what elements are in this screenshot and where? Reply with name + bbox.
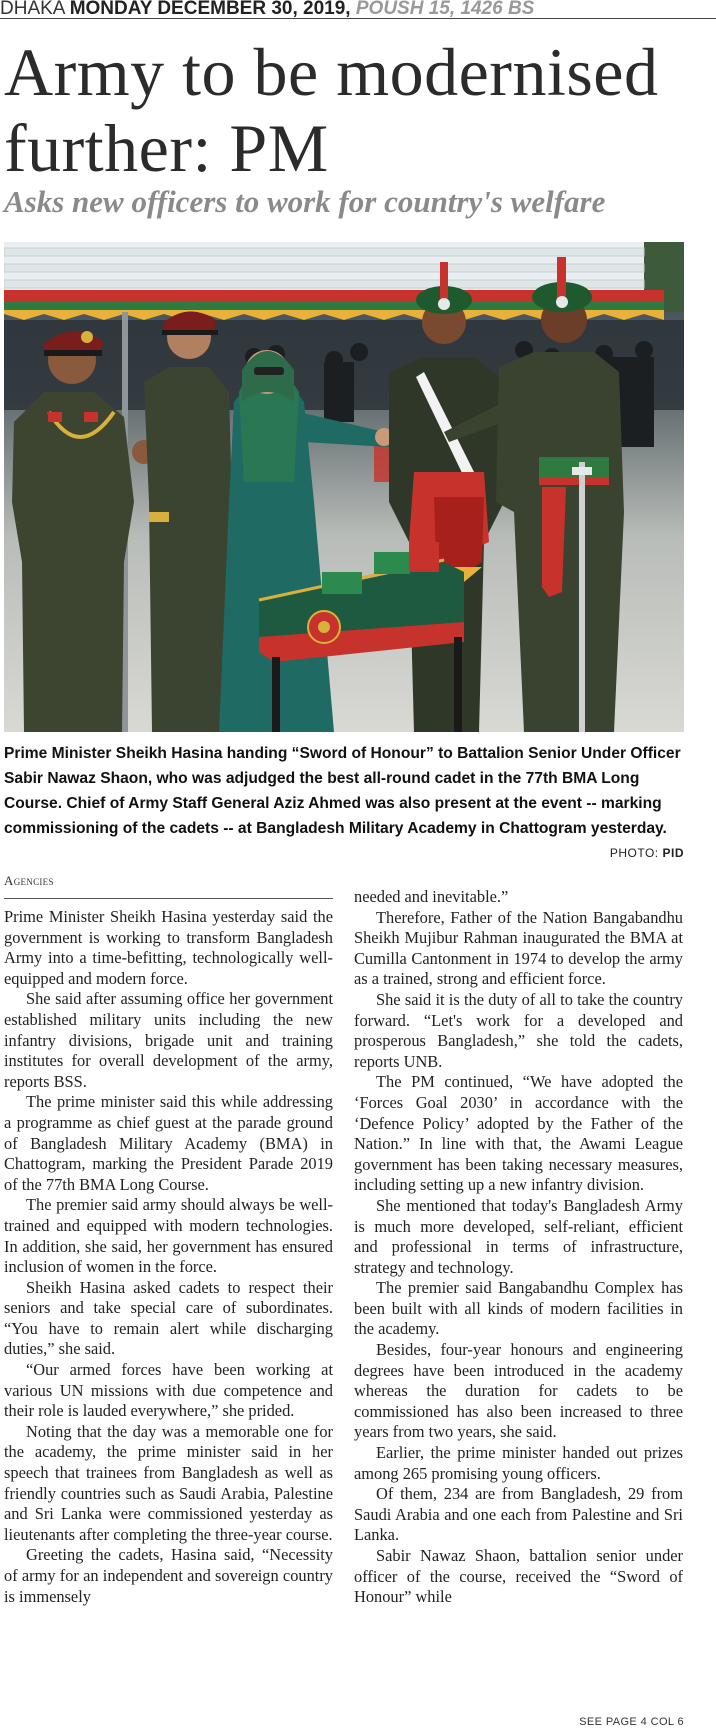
photo-credit-source: PID (662, 846, 684, 860)
photo-credit (610, 846, 684, 860)
byline-divider (4, 898, 333, 899)
paragraph: Noting that the day was a memorable one for the academy, the prime minister said in her speech that trainees from Bangladesh as well as friendly countries such as Saudi Arabia, Palestine and Sri Lanka were commissioned yesterday as lieutenants after completing the three-year course. (4, 1421, 333, 1544)
paragraph: Sabir Nawaz Shaon, battalion senior under officer of the course, received the “Sword of Honour” while (354, 1546, 683, 1607)
paragraph: She mentioned that today's Bangladesh Army is much more developed, self-reliant, efficient and professional in terms of infrastructure, strategy and technology. (354, 1195, 683, 1277)
paragraph: needed and inevitable.” (354, 887, 509, 906)
paragraph: The prime minister said this while addressing a programme as chief guest at the parade ground of Bangladesh Military Academy (BMA) in Chattogram, marking the President Parade 2019 of the 77th BMA Long Course. (4, 1092, 333, 1194)
paragraph: Earlier, the prime minister handed out prizes among 265 promising young officers. (354, 1443, 683, 1483)
continuation-jump-line: SEE PAGE 4 COL 6 (579, 1716, 684, 1728)
paragraph: Besides, four-year honours and engineering degrees have been introduced in the academy whereas the duration for cadets to be commissioned has also been increased to three years from two years, she said. (354, 1340, 683, 1442)
paragraph: She said it is the duty of all to take the country forward. “Let's work for a developed and prosperous Bangladesh,” she told the cadets, reports UNB. (354, 989, 683, 1071)
dateline-date: MONDAY DECEMBER 30, 2019, (69, 0, 351, 19)
body-column-left (4, 907, 333, 1726)
paragraph: “Our armed forces have been working at various UN missions with due competence and their role is lauded everywhere,” she prided. (4, 1360, 333, 1421)
paragraph: The premier said army should always be well-trained and equipped with modern technologies. In addition, she said, her government has ensured inclusion of women in the force. (4, 1195, 333, 1277)
paragraph: The PM continued, “We have adopted the ‘Forces Goal 2030’ in accordance with the ‘Defence Policy’ adopted by the Father of the Nation.” In line with that, the Awami League government has been taking necessary measures, including setting up a new infantry division. (354, 1072, 683, 1195)
dateline-city: DHAKA (0, 0, 65, 19)
photo-caption: Prime Minister Sheikh Hasina handing “Sword of Honour” to Battalion Senior Under Officer Sabir Nawaz Shaon, who was adjudged the best all-round cadet in the 77th BMA Long Course. Chief of Army Staff General Aziz Ahmed was also present at the event -- marking commissioning of the cadets -- at Bangladesh Military Academy in Chattogram yesterday. (4, 745, 681, 837)
body-column-right (354, 887, 683, 1726)
byline: Agencies (4, 873, 54, 888)
paragraph: Therefore, Father of the Nation Bangabandhu Sheikh Mujibur Rahman inaugurated the BMA at Cumilla Cantonment in 1974 to develop the army as a trained, strong and efficient force. (354, 907, 683, 989)
paragraph: Greeting the cadets, Hasina said, “Necessity of army for an independent and sovereign country is immensely (4, 1545, 333, 1606)
paragraph: Sheikh Hasina asked cadets to respect their seniors and take special care of subordinates. “You have to remain alert while discharging duties,” she said. (4, 1277, 333, 1359)
masthead-dateline (0, 0, 716, 19)
headline: Army to be modernised further: PM (4, 34, 659, 186)
dateline-bengali-date: POUSH 15, 1426 BS (355, 0, 535, 19)
paragraph: Of them, 234 are from Bangladesh, 29 from Saudi Arabia and one each from Palestine and Sri Lanka. (354, 1484, 683, 1545)
subheadline: Asks new officers to work for country's welfare (4, 184, 606, 219)
photo-credit-label: PHOTO: (609, 846, 659, 860)
paragraph: She said after assuming office her government established military units including the new infantry divisions, brigade unit and training institutes for overall development of the army, reports BSS. (4, 989, 333, 1091)
paragraph: Prime Minister Sheikh Hasina yesterday said the government is working to transform Bangladesh Army into a time-befitting, technologically well-equipped and modern force. (4, 907, 333, 988)
paragraph: The premier said Bangabandhu Complex has been built with all kinds of modern facilities in the academy. (354, 1278, 683, 1339)
news-photo (4, 242, 684, 732)
